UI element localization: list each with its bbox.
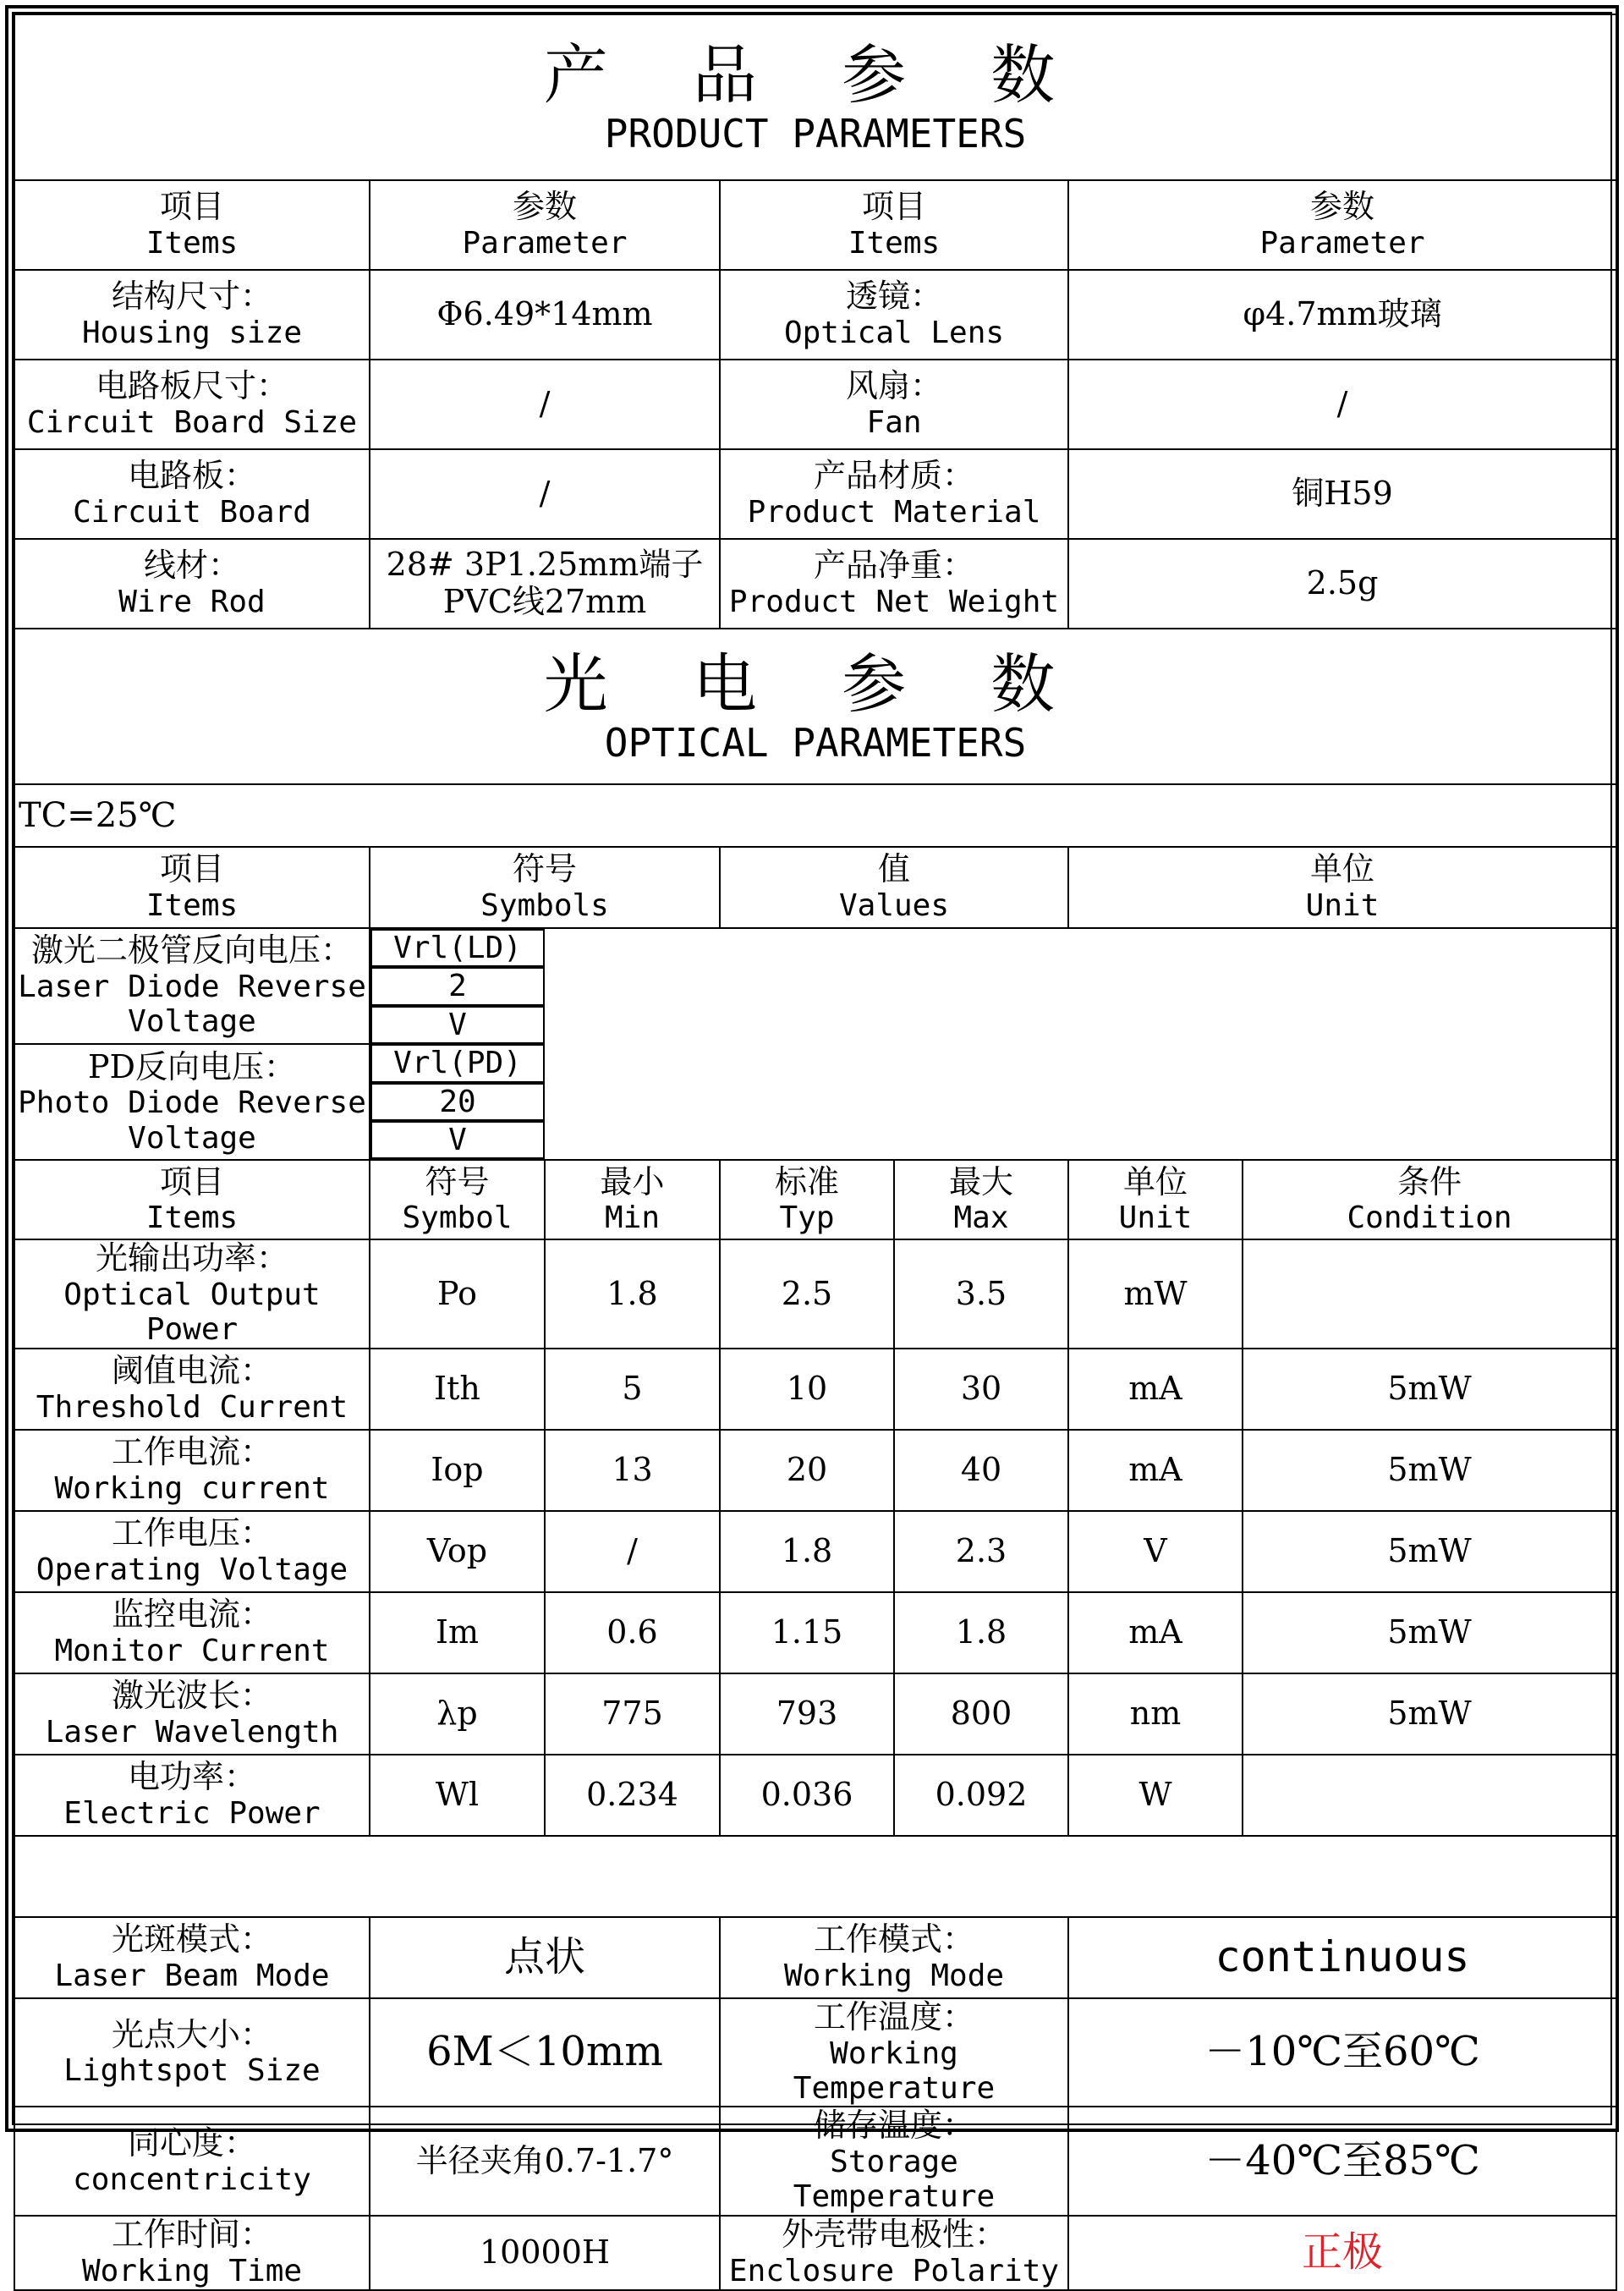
spec-item	[14, 1430, 370, 1511]
optical-row	[14, 1044, 1616, 1160]
header-label: Symbols	[480, 888, 609, 924]
header-label: 项目	[159, 850, 224, 888]
spec-item	[14, 1349, 370, 1430]
header-label: Typ	[779, 1200, 835, 1236]
item-en: Operating Voltage	[36, 1552, 348, 1587]
product-title-row	[14, 14, 1616, 180]
spec-sheet-inner	[12, 12, 1612, 2288]
spec-header-unit	[1068, 1160, 1243, 1239]
spacer-cell	[14, 1836, 1616, 1917]
item-zh: 同心度：	[127, 2123, 256, 2162]
item-en: Product Material	[747, 495, 1041, 530]
spec-max: 0.092	[894, 1755, 1068, 1836]
spec-max: 30	[894, 1349, 1068, 1430]
header-label: 单位	[1122, 1162, 1188, 1200]
header-label: Parameter	[1259, 226, 1425, 261]
item-en: Enclosure Polarity	[728, 2253, 1060, 2288]
item-en: Electric Power	[63, 1795, 321, 1831]
spec-min: 0.6	[545, 1592, 720, 1673]
optical-title-en: OPTICAL PARAMETERS	[604, 720, 1027, 766]
item-zh: 光斑模式：	[111, 1920, 272, 1959]
item-en: Housing size	[81, 316, 303, 351]
header-label: Symbol	[402, 1200, 513, 1236]
spec-max: 2.3	[894, 1511, 1068, 1592]
header-label: Min	[604, 1200, 661, 1236]
header-label: Unit	[1118, 1200, 1193, 1236]
optical-title-zh: 光 电 参 数	[543, 646, 1088, 722]
spec-max: 40	[894, 1430, 1068, 1511]
spec-row	[14, 1239, 1616, 1348]
spec-row	[14, 1511, 1616, 1592]
optical-title-cell	[14, 629, 1616, 784]
product-item-label	[720, 539, 1068, 629]
item-en: Optical Lens	[783, 316, 1005, 351]
spec-unit: mA	[1068, 1592, 1243, 1673]
spacer-row	[14, 1836, 1616, 1917]
spec-unit: mW	[1068, 1239, 1243, 1348]
polarity-value: 正极	[1068, 2216, 1616, 2290]
optical-header-row	[14, 847, 1616, 928]
product-header-param	[1068, 180, 1616, 270]
misc-value: 10000H	[370, 2216, 720, 2290]
item-en: Circuit Board Size	[26, 405, 358, 441]
item-zh: 工作温度：	[813, 1997, 974, 2036]
item-zh: 电路板：	[127, 457, 256, 495]
optical-value: 2	[370, 967, 545, 1005]
item-zh: 线材：	[143, 547, 240, 585]
spec-unit: mA	[1068, 1430, 1243, 1511]
item-zh: 光输出功率：	[95, 1239, 288, 1277]
spec-condition: 5mW	[1243, 1673, 1616, 1755]
header-label: Items	[145, 1200, 239, 1236]
header-label: 符号	[425, 1162, 490, 1200]
product-header-param	[370, 180, 720, 270]
header-label: Max	[953, 1200, 1009, 1236]
spec-row	[14, 1755, 1616, 1836]
header-label: 项目	[861, 188, 926, 226]
item-en: Threshold Current	[36, 1389, 348, 1425]
spec-symbol: Vop	[370, 1511, 545, 1592]
optical-unit: V	[370, 1006, 545, 1044]
spec-condition: 5mW	[1243, 1349, 1616, 1430]
header-label: Items	[848, 226, 941, 261]
product-item-value: /	[370, 449, 720, 539]
item-zh: 外壳带电极性：	[781, 2216, 1007, 2254]
misc-row	[14, 1917, 1616, 1998]
spec-typ: 1.15	[720, 1592, 894, 1673]
spec-condition: 5mW	[1243, 1511, 1616, 1592]
item-en: Circuit Board	[73, 495, 311, 530]
spec-row	[14, 1430, 1616, 1511]
product-item-value: 2.5g	[1068, 539, 1616, 629]
product-item-label	[14, 449, 370, 539]
item-zh: 结构尺寸：	[111, 277, 272, 316]
misc-row	[14, 1998, 1616, 2107]
spec-unit: mA	[1068, 1349, 1243, 1430]
item-zh: 工作电压：	[111, 1514, 272, 1552]
spec-min: /	[545, 1511, 720, 1592]
item-en: Working Mode	[783, 1958, 1005, 1993]
spec-row	[14, 1592, 1616, 1673]
header-label: Items	[145, 226, 239, 261]
spec-typ: 10	[720, 1349, 894, 1430]
header-label: Items	[145, 888, 239, 924]
product-item-value: 28# 3P1.25mm端子PVC线27mm	[370, 539, 720, 629]
product-item-label	[720, 270, 1068, 360]
spec-table	[14, 14, 1617, 2291]
item-zh: 监控电流：	[111, 1596, 272, 1634]
header-label: 条件	[1397, 1162, 1462, 1200]
spec-symbol: Po	[370, 1239, 545, 1348]
item-zh: PD反向电压：	[87, 1047, 297, 1085]
item-zh: 电功率：	[127, 1758, 256, 1796]
optical-header-items	[14, 847, 370, 928]
item-en: Product Net Weight	[728, 585, 1060, 620]
item-en: Fan	[866, 405, 922, 441]
product-item-value: φ4.7mm玻璃	[1068, 270, 1616, 360]
optical-unit: V	[370, 1121, 545, 1159]
item-en: Working Time	[81, 2253, 303, 2288]
header-label: 值	[877, 850, 910, 888]
header-label: 项目	[159, 1162, 224, 1200]
spec-item	[14, 1239, 370, 1348]
product-item-label	[14, 360, 370, 449]
optical-symbol: Vrl(LD)	[370, 929, 545, 967]
item-zh: 产品净重：	[813, 547, 974, 585]
spec-symbol: Im	[370, 1592, 545, 1673]
item-en: concentricity	[73, 2162, 311, 2197]
spec-symbol: Ith	[370, 1349, 545, 1430]
product-row	[14, 270, 1616, 360]
product-item-label	[14, 539, 370, 629]
product-row	[14, 360, 1616, 449]
spec-symbol: λp	[370, 1673, 545, 1755]
misc-label	[14, 2107, 370, 2215]
spec-header-condition	[1243, 1160, 1616, 1239]
product-item-label	[14, 270, 370, 360]
spec-item	[14, 1673, 370, 1755]
product-item-value: 铜H59	[1068, 449, 1616, 539]
spec-typ: 1.8	[720, 1511, 894, 1592]
spec-min: 1.8	[545, 1239, 720, 1348]
item-en: Working current	[54, 1470, 330, 1506]
spec-condition: 5mW	[1243, 1430, 1616, 1511]
misc-label	[720, 1998, 1068, 2107]
misc-label	[14, 1998, 370, 2107]
spec-condition	[1243, 1239, 1616, 1348]
product-item-value: /	[370, 360, 720, 449]
header-label: 项目	[159, 188, 224, 226]
header-label: 参数	[1310, 188, 1375, 226]
spec-max: 800	[894, 1673, 1068, 1755]
item-zh: 阈值电流：	[111, 1352, 272, 1390]
spec-typ: 0.036	[720, 1755, 894, 1836]
spec-item	[14, 1592, 370, 1673]
item-zh: 工作时间：	[111, 2216, 272, 2254]
product-row	[14, 449, 1616, 539]
misc-value: 点状	[370, 1917, 720, 1998]
spec-header-min	[545, 1160, 720, 1239]
header-label: 最大	[948, 1162, 1013, 1200]
spec-min: 775	[545, 1673, 720, 1755]
tc-condition: TC=25℃	[14, 784, 1616, 847]
misc-row	[14, 2107, 1616, 2215]
tc-row	[14, 784, 1616, 847]
optical-header-unit	[1068, 847, 1616, 928]
header-label: 参数	[512, 188, 577, 226]
product-item-label	[720, 360, 1068, 449]
item-zh: 储存温度：	[813, 2107, 974, 2145]
product-item-value: /	[1068, 360, 1616, 449]
item-zh: 风扇：	[845, 367, 942, 405]
optical-symbol: Vrl(PD)	[370, 1044, 545, 1082]
header-label: 符号	[512, 850, 577, 888]
item-en: Monitor Current	[54, 1633, 330, 1668]
header-label: Values	[838, 888, 950, 924]
misc-value: 半径夹角0.7-1.7°	[370, 2107, 720, 2215]
item-zh: 工作电流：	[111, 1433, 272, 1471]
header-label: Condition	[1347, 1200, 1512, 1236]
misc-value: －40℃至85℃	[1068, 2107, 1616, 2215]
header-label: 单位	[1310, 850, 1375, 888]
spec-typ: 2.5	[720, 1239, 894, 1348]
item-zh: 电路板尺寸：	[95, 367, 288, 405]
product-item-label	[720, 449, 1068, 539]
spec-max: 1.8	[894, 1592, 1068, 1673]
spec-typ: 793	[720, 1673, 894, 1755]
spec-unit: V	[1068, 1511, 1243, 1592]
spec-symbol: Wl	[370, 1755, 545, 1836]
item-en: Working Temperature	[793, 2036, 996, 2106]
item-zh: 透镜：	[845, 277, 942, 316]
optical-item	[14, 928, 370, 1044]
misc-value: continuous	[1068, 1917, 1616, 1998]
spec-typ: 20	[720, 1430, 894, 1511]
spec-row	[14, 1349, 1616, 1430]
item-en: Laser Wavelength	[45, 1714, 339, 1750]
spec-header-max	[894, 1160, 1068, 1239]
item-en: Laser Beam Mode	[54, 1958, 330, 1993]
header-label: 最小	[600, 1162, 665, 1200]
item-en: Storage Temperature	[793, 2144, 996, 2215]
misc-value: －10℃至60℃	[1068, 1998, 1616, 2107]
spec-condition	[1243, 1755, 1616, 1836]
product-header-items	[14, 180, 370, 270]
item-en: Lightspot Size	[63, 2053, 321, 2089]
optical-row	[14, 928, 1616, 1044]
item-zh: 光点大小：	[111, 2015, 272, 2053]
product-item-value: Φ6.49*14mm	[370, 270, 720, 360]
spec-max: 3.5	[894, 1239, 1068, 1348]
item-zh: 工作模式：	[813, 1920, 974, 1959]
product-header-row	[14, 180, 1616, 270]
spec-unit: nm	[1068, 1673, 1243, 1755]
header-label: 标准	[774, 1162, 839, 1200]
item-en: Laser Diode Reverse Voltage	[18, 970, 366, 1040]
spec-min: 0.234	[545, 1755, 720, 1836]
misc-label	[14, 1917, 370, 1998]
optical-header-values	[720, 847, 1068, 928]
item-en: Optical Output Power	[63, 1277, 321, 1348]
spec-symbol: Iop	[370, 1430, 545, 1511]
spec-header-items	[14, 1160, 370, 1239]
item-en: Photo Diode Reverse Voltage	[18, 1085, 366, 1156]
spec-header-row	[14, 1160, 1616, 1239]
misc-label	[720, 2107, 1068, 2215]
product-row	[14, 539, 1616, 629]
spec-sheet	[5, 5, 1619, 2288]
misc-label	[720, 1917, 1068, 1998]
product-title-zh: 产 品 参 数	[543, 36, 1088, 113]
item-zh: 激光波长：	[111, 1677, 272, 1715]
spec-min: 13	[545, 1430, 720, 1511]
header-label: Unit	[1305, 888, 1380, 924]
spec-item	[14, 1511, 370, 1592]
spec-row	[14, 1673, 1616, 1755]
product-header-items	[720, 180, 1068, 270]
spec-header-symbol	[370, 1160, 545, 1239]
spec-item	[14, 1755, 370, 1836]
item-zh: 产品材质：	[813, 457, 974, 495]
misc-label	[720, 2216, 1068, 2290]
optical-item	[14, 1044, 370, 1160]
optical-value: 20	[370, 1083, 545, 1121]
product-title-en: PRODUCT PARAMETERS	[604, 111, 1027, 157]
misc-row	[14, 2216, 1616, 2290]
spec-unit: W	[1068, 1755, 1243, 1836]
spec-min: 5	[545, 1349, 720, 1430]
product-title-cell	[14, 14, 1616, 180]
item-en: Wire Rod	[118, 585, 266, 620]
misc-label	[14, 2216, 370, 2290]
misc-value: 6M＜10mm	[370, 1998, 720, 2107]
optical-title-row	[14, 629, 1616, 784]
spec-header-typ	[720, 1160, 894, 1239]
optical-header-symbols	[370, 847, 720, 928]
item-zh: 激光二极管反向电压：	[30, 931, 353, 970]
spec-condition: 5mW	[1243, 1592, 1616, 1673]
header-label: Parameter	[462, 226, 628, 261]
